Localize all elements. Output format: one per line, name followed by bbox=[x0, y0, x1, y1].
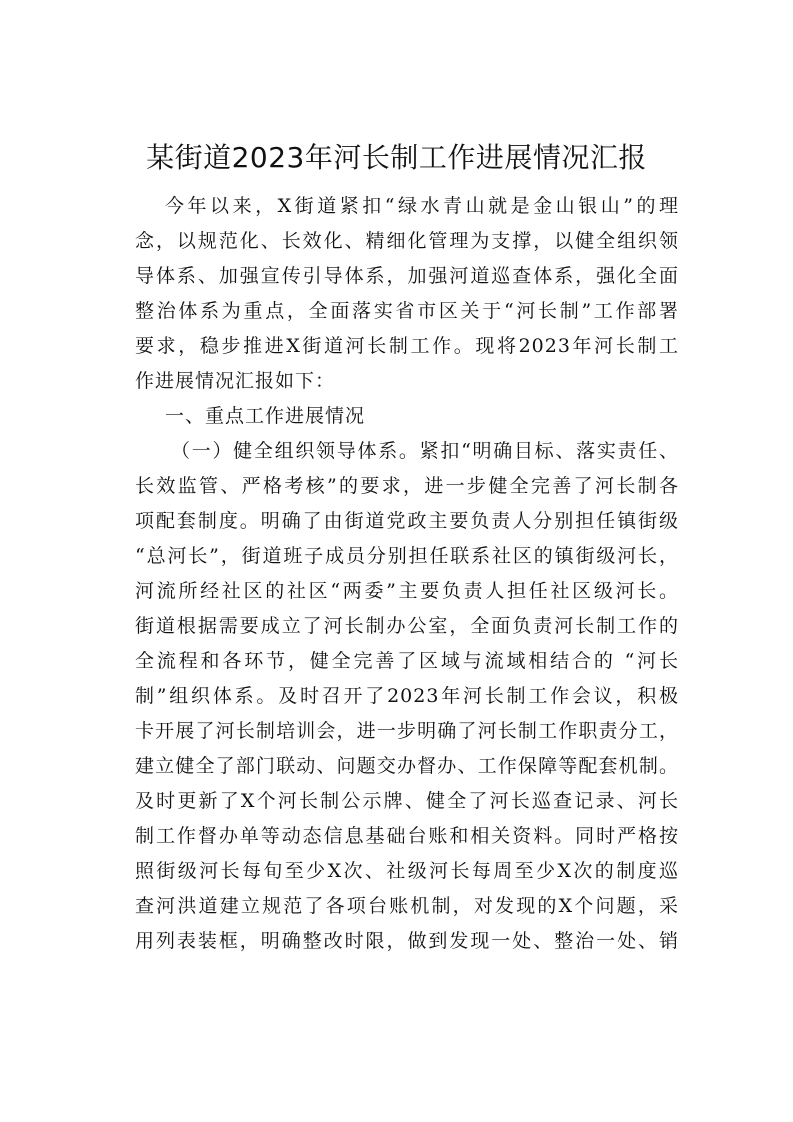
text-line: 制工作督办单等动态信息基础台账和相关资料。同时严格按 bbox=[135, 825, 679, 847]
text-line: 照街级河长每旬至少X次、社级河长每周至少X次的制度巡 bbox=[135, 860, 679, 882]
text-line: 建立健全了部门联动、问题交办督办、工作保障等配套机制。 bbox=[135, 755, 679, 777]
intro-paragraph bbox=[135, 189, 679, 399]
text-line: 卡开展了河长制培训会，进一步明确了河长制工作职责分工， bbox=[135, 720, 679, 742]
text-line: 全流程和各环节，健全完善了区域与流域相结合的 “河长 bbox=[135, 650, 679, 672]
text-line: 街道根据需要成立了河长制办公室，全面负责河长制工作的 bbox=[135, 615, 679, 637]
document-title: 某街道2023年河长制工作进展情况汇报 bbox=[146, 141, 647, 174]
section-heading: 一、重点工作进展情况 bbox=[165, 405, 366, 427]
text-line: （一）健全组织领导体系。紧扣“明确目标、落实责任、 bbox=[171, 440, 679, 462]
text-line: 整治体系为重点，全面落实省市区关于“河长制”工作部署 bbox=[135, 300, 679, 322]
text-line: 河流所经社区的社区“两委”主要负责人担任社区级河长。 bbox=[135, 580, 679, 602]
text-line: 用列表装框，明确整改时限，做到发现一处、整治一处、销 bbox=[135, 930, 679, 952]
document-body bbox=[135, 189, 679, 959]
text-line: 今年以来，X街道紧扣“绿水青山就是金山银山”的理 bbox=[165, 195, 679, 217]
text-line: 查河洪道建立规范了各项台账机制，对发现的X个问题，采 bbox=[135, 895, 679, 917]
text-line: 导体系、加强宣传引导体系，加强河道巡查体系，强化全面 bbox=[135, 265, 679, 287]
section1-paragraph bbox=[135, 434, 679, 959]
text-line: 及时更新了X个河长制公示牌、健全了河长巡查记录、河长 bbox=[135, 790, 679, 812]
text-line: 制”组织体系。及时召开了2023年河长制工作会议，积极 bbox=[135, 685, 679, 707]
text-line: 要求，稳步推进X街道河长制工作。现将2023年河长制工 bbox=[135, 335, 679, 357]
text-line: 长效监管、严格考核”的要求，进一步健全完善了河长制各 bbox=[135, 475, 679, 497]
text-line: 念，以规范化、长效化、精细化管理为支撑，以健全组织领 bbox=[135, 230, 679, 252]
text-line: “总河长”，街道班子成员分别担任联系社区的镇街级河长， bbox=[135, 545, 679, 567]
text-line: 作进展情况汇报如下： bbox=[135, 370, 336, 392]
text-line: 项配套制度。明确了由街道党政主要负责人分别担任镇街级 bbox=[135, 510, 679, 532]
